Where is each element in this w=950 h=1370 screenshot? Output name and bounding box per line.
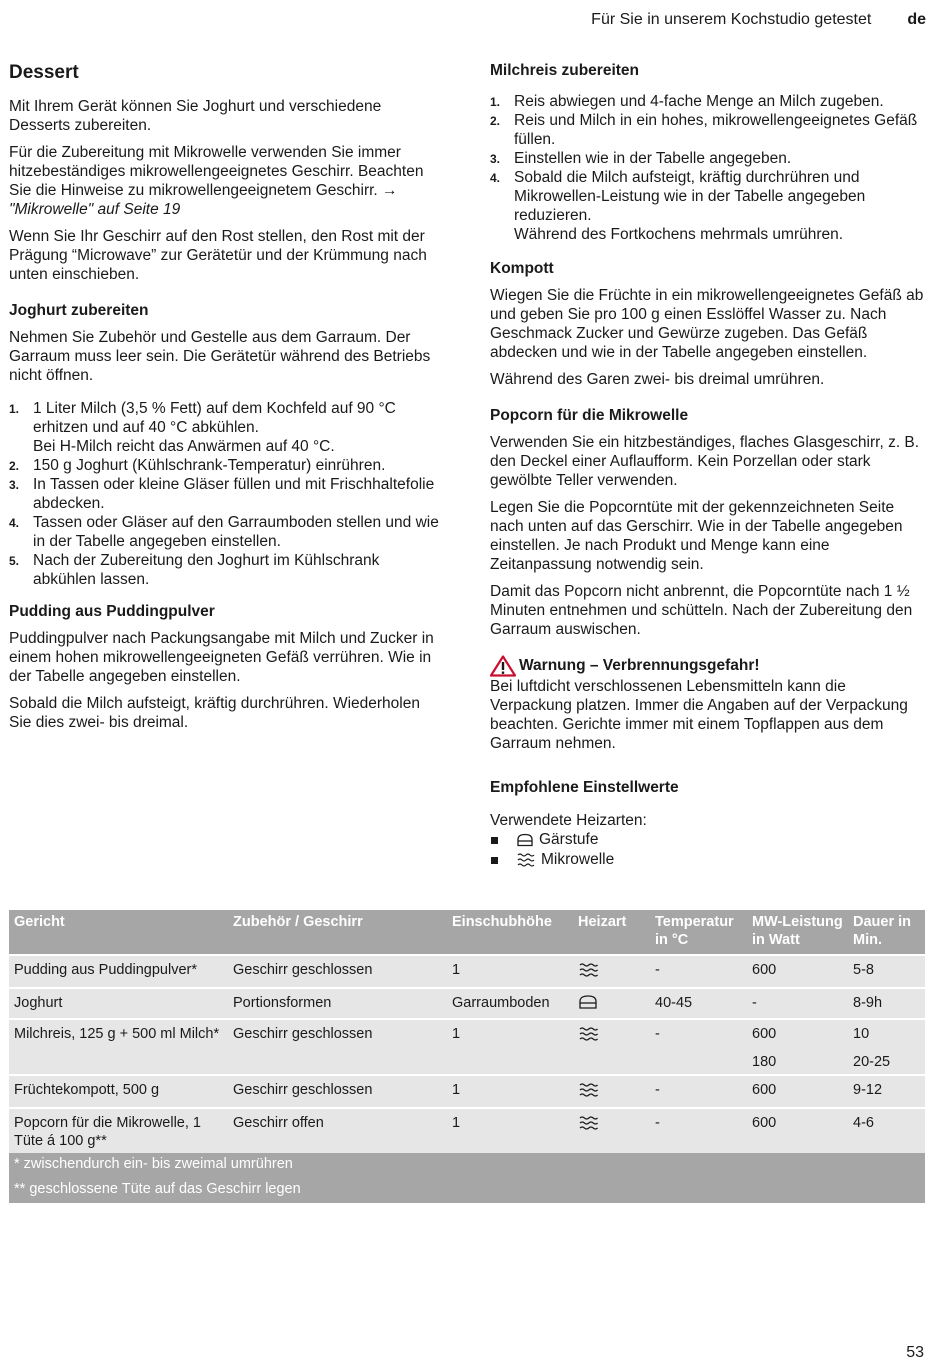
col-header-accessory: Zubehör / Geschirr	[228, 910, 447, 955]
cell-mw: -	[747, 988, 848, 1019]
step-number: 1.	[9, 402, 20, 416]
microwave-icon	[578, 1120, 600, 1136]
heizart-label: Mikrowelle	[541, 851, 615, 868]
microwave-icon	[578, 967, 600, 983]
cell-accessory: Geschirr geschlossen	[228, 955, 447, 988]
steam-level-icon	[578, 998, 598, 1014]
list-item	[490, 830, 926, 850]
list-item	[9, 513, 441, 551]
step-number: 5.	[9, 554, 20, 568]
cell-dish: Milchreis, 125 g + 500 ml Milch*	[9, 1019, 228, 1051]
milchreis-steps	[490, 92, 926, 244]
popcorn-paragraph-3: Damit das Popcorn nicht anbrennt, die Popcorntüte nach 1 ½ Minuten entnehmen und schütteln. Nach der Zubereitung den Garraum auswischen.	[490, 583, 913, 638]
rack-note: Wenn Sie Ihr Geschirr auf den Rost stellen, den Rost mit der Prägung “Microwave” zur Gerätetür und der Krümmung nach unten einschieben.	[9, 228, 427, 283]
cell-dish: Popcorn für die Mikrowelle, 1 Tüte á 100 g**	[9, 1108, 228, 1153]
heizarten-label: Verwendete Heizarten:	[490, 812, 647, 829]
cell-temp	[650, 1051, 747, 1075]
col-header-level: Einschubhöhe	[447, 910, 573, 955]
step-text: Tassen oder Gläser auf den Garraumboden stellen und wie in der Tabelle angegeben einstellen.	[33, 514, 439, 550]
step-text: Reis abwiegen und 4-fache Menge an Milch zugeben.	[514, 93, 884, 110]
table-row	[9, 955, 925, 988]
heizarten-list	[490, 830, 926, 870]
step-text: Nach der Zubereitung den Joghurt im Kühlschrank abkühlen lassen.	[33, 552, 380, 588]
step-number: 4.	[490, 171, 501, 185]
cell-duration: 9-12	[848, 1075, 925, 1108]
table-row	[9, 1019, 925, 1051]
step-text: Einstellen wie in der Tabelle angegeben.	[514, 150, 792, 167]
col-header-duration: Dauer in Min.	[848, 910, 925, 955]
step-number: 3.	[490, 152, 501, 166]
cell-temp: -	[650, 1075, 747, 1108]
step-text: 1 Liter Milch (3,5 % Fett) auf dem Kochfeld auf 90 °C erhitzen und auf 40 °C abkühlen.	[33, 400, 396, 436]
col-header-heat: Heizart	[573, 910, 650, 955]
step-number: 2.	[490, 114, 501, 128]
cell-level: 1	[447, 955, 573, 988]
cell-temp: -	[650, 955, 747, 988]
heading-popcorn: Popcorn für die Mikrowelle	[490, 407, 689, 424]
heat-cell	[573, 988, 650, 1019]
cell-mw: 600	[747, 1108, 848, 1153]
list-item	[9, 399, 441, 456]
footnote: * zwischendurch ein- bis zweimal umrühren	[9, 1153, 925, 1178]
page-reference-link[interactable]: "Mikrowelle" auf Seite 19	[9, 201, 181, 218]
table-row	[9, 988, 925, 1019]
cell-mw: 600	[747, 1075, 848, 1108]
header-title: Für Sie in unserem Kochstudio getestet	[591, 11, 872, 28]
warning-text: Bei luftdicht verschlossenen Lebensmitteln kann die Verpackung platzen. Immer die Angaben auf der Verpackung beachten. Gerichte immer mit einem Topflappen aus dem Garraum nehmen.	[490, 678, 908, 752]
table-body	[9, 955, 925, 1153]
step-number: 3.	[9, 478, 20, 492]
cell-mw: 600	[747, 1019, 848, 1051]
kompott-paragraph-1: Wiegen Sie die Früchte in ein mikrowellengeeignetes Gefäß ab und geben Sie pro 100 g einen Esslöffel Wasser zu. Nach Geschmack Zucker und Gewürze zugeben. Das Gefäß abdecken und wie in der Tabelle angegeben einstellen.	[490, 287, 924, 361]
heat-cell	[573, 955, 650, 988]
bullet-square-icon	[491, 857, 498, 864]
arrow-icon: →	[382, 182, 398, 199]
list-item	[9, 551, 441, 589]
step-number: 2.	[9, 459, 20, 473]
cell-dish: Früchtekompott, 500 g	[9, 1075, 228, 1108]
col-header-temp: Temperatur in °C	[650, 910, 747, 955]
cell-temp: 40-45	[650, 988, 747, 1019]
cell-mw: 180	[747, 1051, 848, 1075]
heading-settings: Empfohlene Einstellwerte	[490, 779, 679, 796]
table-header-row	[9, 910, 925, 955]
heading-milchreis: Milchreis zubereiten	[490, 62, 640, 79]
settings-table	[9, 910, 925, 1203]
left-column	[9, 58, 441, 740]
heat-cell	[573, 1075, 650, 1108]
list-item	[490, 111, 926, 149]
pudding-paragraph-1: Puddingpulver nach Packungsangabe mit Milch und Zucker in einem hohen mikrowellengeeigneten Gefäß verrühren. Wie in der Tabelle angegeben einstellen.	[9, 630, 434, 685]
table-row	[9, 1108, 925, 1153]
heat-cell	[573, 1108, 650, 1153]
list-item	[490, 168, 926, 244]
cell-duration: 20-25	[848, 1051, 925, 1075]
joghurt-steps	[9, 399, 441, 589]
list-item	[490, 149, 926, 168]
heizart-label: Gärstufe	[539, 831, 599, 848]
cell-dish	[9, 1051, 228, 1075]
microwave-icon	[516, 852, 536, 868]
cell-accessory: Geschirr geschlossen	[228, 1019, 447, 1051]
step-subtext: Während des Fortkochens mehrmals umrühren.	[514, 226, 844, 243]
cell-accessory	[228, 1051, 447, 1075]
cell-temp: -	[650, 1019, 747, 1051]
cell-level: 1	[447, 1075, 573, 1108]
cell-duration: 5-8	[848, 955, 925, 988]
step-text: In Tassen oder kleine Gläser füllen und mit Frischhaltefolie abdecken.	[33, 476, 435, 512]
cell-level	[447, 1051, 573, 1075]
page-number: 53	[906, 1344, 924, 1361]
list-item	[9, 456, 441, 475]
page-header	[0, 8, 926, 32]
cell-temp: -	[650, 1108, 747, 1153]
step-number: 1.	[490, 95, 501, 109]
joghurt-intro: Nehmen Sie Zubehör und Gestelle aus dem Garraum. Der Garraum muss leer sein. Die Gerätetür während des Betriebs nicht öffnen.	[9, 329, 431, 384]
microwave-icon	[578, 1031, 600, 1047]
pudding-paragraph-2: Sobald die Milch aufsteigt, kräftig durchrühren. Wiederholen Sie dies zwei- bis dreimal.	[9, 695, 420, 731]
language-code: de	[907, 11, 926, 28]
footnote-row	[9, 1153, 925, 1178]
list-item	[9, 475, 441, 513]
heat-cell	[573, 1051, 650, 1075]
cell-accessory: Geschirr geschlossen	[228, 1075, 447, 1108]
intro-paragraph: Mit Ihrem Gerät können Sie Joghurt und verschiedene Desserts zubereiten.	[9, 98, 382, 134]
popcorn-paragraph-1: Verwenden Sie ein hitzbeständiges, flaches Glasgeschirr, z. B. den Deckel einer Auflaufform. Kein Porzellan oder stark gewölbte Teller verwenden.	[490, 434, 920, 489]
cell-level: Garraumboden	[447, 988, 573, 1019]
cell-dish: Joghurt	[9, 988, 228, 1019]
step-text: Sobald die Milch aufsteigt, kräftig durchrühren und Mikrowellen-Leistung wie in der Tabelle angegeben reduzieren.	[514, 169, 866, 224]
warning-heading	[490, 655, 926, 677]
warning-title: Warnung – Verbrennungsgefahr!	[519, 657, 760, 674]
kompott-paragraph-2: Während des Garen zwei- bis dreimal umrühren.	[490, 371, 825, 388]
warning-triangle-icon	[490, 655, 516, 677]
footnote: ** geschlossene Tüte auf das Geschirr legen	[9, 1178, 925, 1203]
list-item	[490, 850, 926, 870]
cell-duration: 4-6	[848, 1108, 925, 1153]
microwave-note-text: Für die Zubereitung mit Mikrowelle verwenden Sie immer hitzebeständiges mikrowellengeeignetes Geschirr. Beachten Sie die Hinweise zu mikrowellengeeignetem Geschirr.	[9, 144, 424, 199]
right-column	[490, 58, 926, 870]
step-text: 150 g Joghurt (Kühlschrank-Temperatur) einrühren.	[33, 457, 386, 474]
popcorn-paragraph-2: Legen Sie die Popcorntüte mit der gekennzeichneten Seite nach unten auf das Gerschirr. Wie in der Tabelle angegeben einstellen. Je nach Produkt und Menge kann eine Zeitanpassung notwendig sein.	[490, 499, 903, 573]
cell-accessory: Portionsformen	[228, 988, 447, 1019]
cell-duration: 8-9h	[848, 988, 925, 1019]
heading-kompott: Kompott	[490, 260, 554, 277]
list-item	[490, 92, 926, 111]
step-text: Reis und Milch in ein hohes, mikrowellengeeignetes Gefäß füllen.	[514, 112, 918, 148]
microwave-icon	[578, 1087, 600, 1103]
cell-dish: Pudding aus Puddingpulver*	[9, 955, 228, 988]
col-header-dish: Gericht	[9, 910, 228, 955]
step-number: 4.	[9, 516, 20, 530]
bullet-square-icon	[491, 837, 498, 844]
cell-accessory: Geschirr offen	[228, 1108, 447, 1153]
footnote-row	[9, 1178, 925, 1203]
heat-cell	[573, 1019, 650, 1051]
step-subtext: Bei H-Milch reicht das Anwärmen auf 40 °C.	[33, 438, 335, 455]
microwave-note	[9, 143, 441, 219]
cell-mw: 600	[747, 955, 848, 988]
cell-duration: 10	[848, 1019, 925, 1051]
cell-level: 1	[447, 1108, 573, 1153]
table-row	[9, 1075, 925, 1108]
heading-pudding: Pudding aus Puddingpulver	[9, 603, 215, 620]
steam-level-icon	[516, 833, 534, 847]
table-row	[9, 1051, 925, 1075]
section-title-dessert: Dessert	[9, 62, 79, 83]
col-header-mw: MW-Leistung in Watt	[747, 910, 848, 955]
cell-level: 1	[447, 1019, 573, 1051]
heading-joghurt: Joghurt zubereiten	[9, 302, 149, 319]
